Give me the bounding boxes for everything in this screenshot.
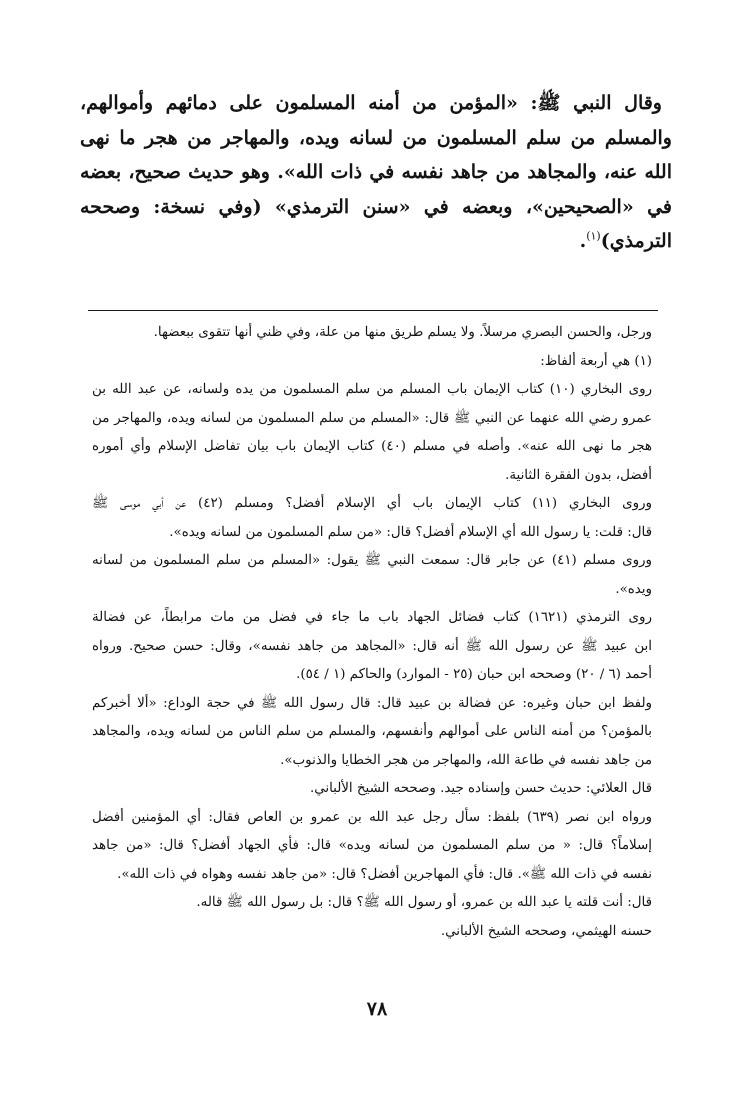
end-mark: . [579, 230, 587, 252]
main-line: وقال النبي ﷺ: «المؤمن من أمنه المسلمون على دمائهم وأموالهم، والمسلم [80, 92, 672, 149]
footnotes-block [92, 319, 652, 946]
footnote-line: أفضل، بدون الفقرة الثانية. [505, 467, 652, 483]
main-line: من سلم المسلمون من لسانه ويده، والمهاجر من هجر ما نهى الله عنه، والمجاهد [80, 126, 672, 183]
footnote-line: ورواه ابن نصر (٦٣٩) بلفظ: سأل رجل عبد الله بن عمرو بن العاص فقال: أي المؤمنين أفضل [92, 809, 652, 825]
footnote-line: قال: قلت: يا رسول الله أي الإسلام أفضل؟ قال: «من سلم المسلمون من لسانه ويده». [169, 524, 652, 540]
footnote-line: إسلاماً؟ قال: « من سلم المسلمون من لسانه ويده» قال: فأي الجهاد أفضل؟ قال: «من جاهد [92, 838, 652, 853]
footnote-line: وروى البخاري (١١) كتاب الإيمان باب أي الإسلام أفضل؟ ومسلم (٤٢) عن أبي موسى ﷺ [92, 496, 652, 511]
footnote-line: (١) هي أربعة ألفاظ: [540, 353, 652, 369]
page-number: ٧٨ [366, 998, 388, 1020]
footnote-line: روى البخاري (١٠) كتاب الإيمان باب المسلم من سلم المسلمون من يده ولسانه، عن عبد الله بن [92, 382, 652, 397]
footnote-line: ورجل، والحسن البصري مرسلاً. ولا يسلم طريق منها من علة، وفي ظني أنها تتقوى ببعضها. [153, 325, 652, 340]
footnote-line: روى الترمذي (١٦٢١) كتاب فضائل الجهاد باب ما جاء في فضل من مات مرابطاً، عن فضالة [92, 610, 652, 625]
footnote-line: عمرو رضي الله عنهما عن النبي ﷺ قال: «المسلم من سلم المسلمون من لسانه ويده، والمهاجر من [92, 410, 652, 426]
footnote-line: قال العلائي: حديث حسن وإسناده جيد. وصححه الشيخ الألباني. [309, 781, 652, 796]
footnote-line: وروى مسلم (٤١) عن جابر قال: سمعت النبي ﷺ يقول: «المسلم من سلم المسلمون من لسانه [92, 553, 652, 568]
footnote-line: ابن عبيد ﷺ عن رسول الله ﷺ أنه قال: «المجاهد من جاهد نفسه»، وقال: حسن صحيح. ورواه [92, 638, 652, 654]
main-line: من جاهد نفسه في ذات الله». وهو حديث صحيح، بعضه في «الصحيحين»، [80, 161, 672, 218]
footnote-line: هجر ما نهى الله عنه». وأصله في مسلم (٤٠) كتاب الإيمان باب بيان تفاضل الإسلام وأي أموره [92, 439, 652, 454]
footnote-line: قال: أنت قلته يا عبد الله بن عمرو، أو رسول الله ﷺ؟ قال: بل رسول الله ﷺ قاله. [196, 895, 652, 910]
footnote-line: بالمؤمن؟ من أمنه الناس على أموالهم وأنفسهم، والمسلم من سلم الناس من لسانه ويده، والمجاهد [92, 724, 652, 739]
footnote-reference: (١) [586, 229, 601, 243]
main-line: وبعضه في «سنن الترمذي» (وفي نسخة: وصححه الترمذي) [80, 195, 672, 252]
footnote-line: أحمد (٦ / ٢٠) وصححه ابن حبان (٢٥ - الموارد) والحاكم (١ / ٥٤). [296, 667, 652, 682]
footnote-line: ولفظ ابن حبان وغيره: عن فضالة بن عبيد قال: قال رسول الله ﷺ في حجة الوداع: «ألا أخبركم [92, 695, 652, 711]
main-paragraph [80, 86, 672, 259]
footnote-line: من جاهد نفسه في طاعة الله، والمهاجر من هجر الخطايا والذنوب». [280, 752, 652, 768]
footnote-separator [88, 310, 658, 311]
footnote-line: ويده». [615, 581, 652, 597]
footnote-line: نفسه في ذات الله ﷺ». قال: فأي المهاجرين أفضل؟ قال: «من جاهد نفسه وهواه في ذات الله». [117, 866, 652, 882]
footnote-line: حسنه الهيثمي، وصححه الشيخ الألباني. [440, 923, 652, 939]
